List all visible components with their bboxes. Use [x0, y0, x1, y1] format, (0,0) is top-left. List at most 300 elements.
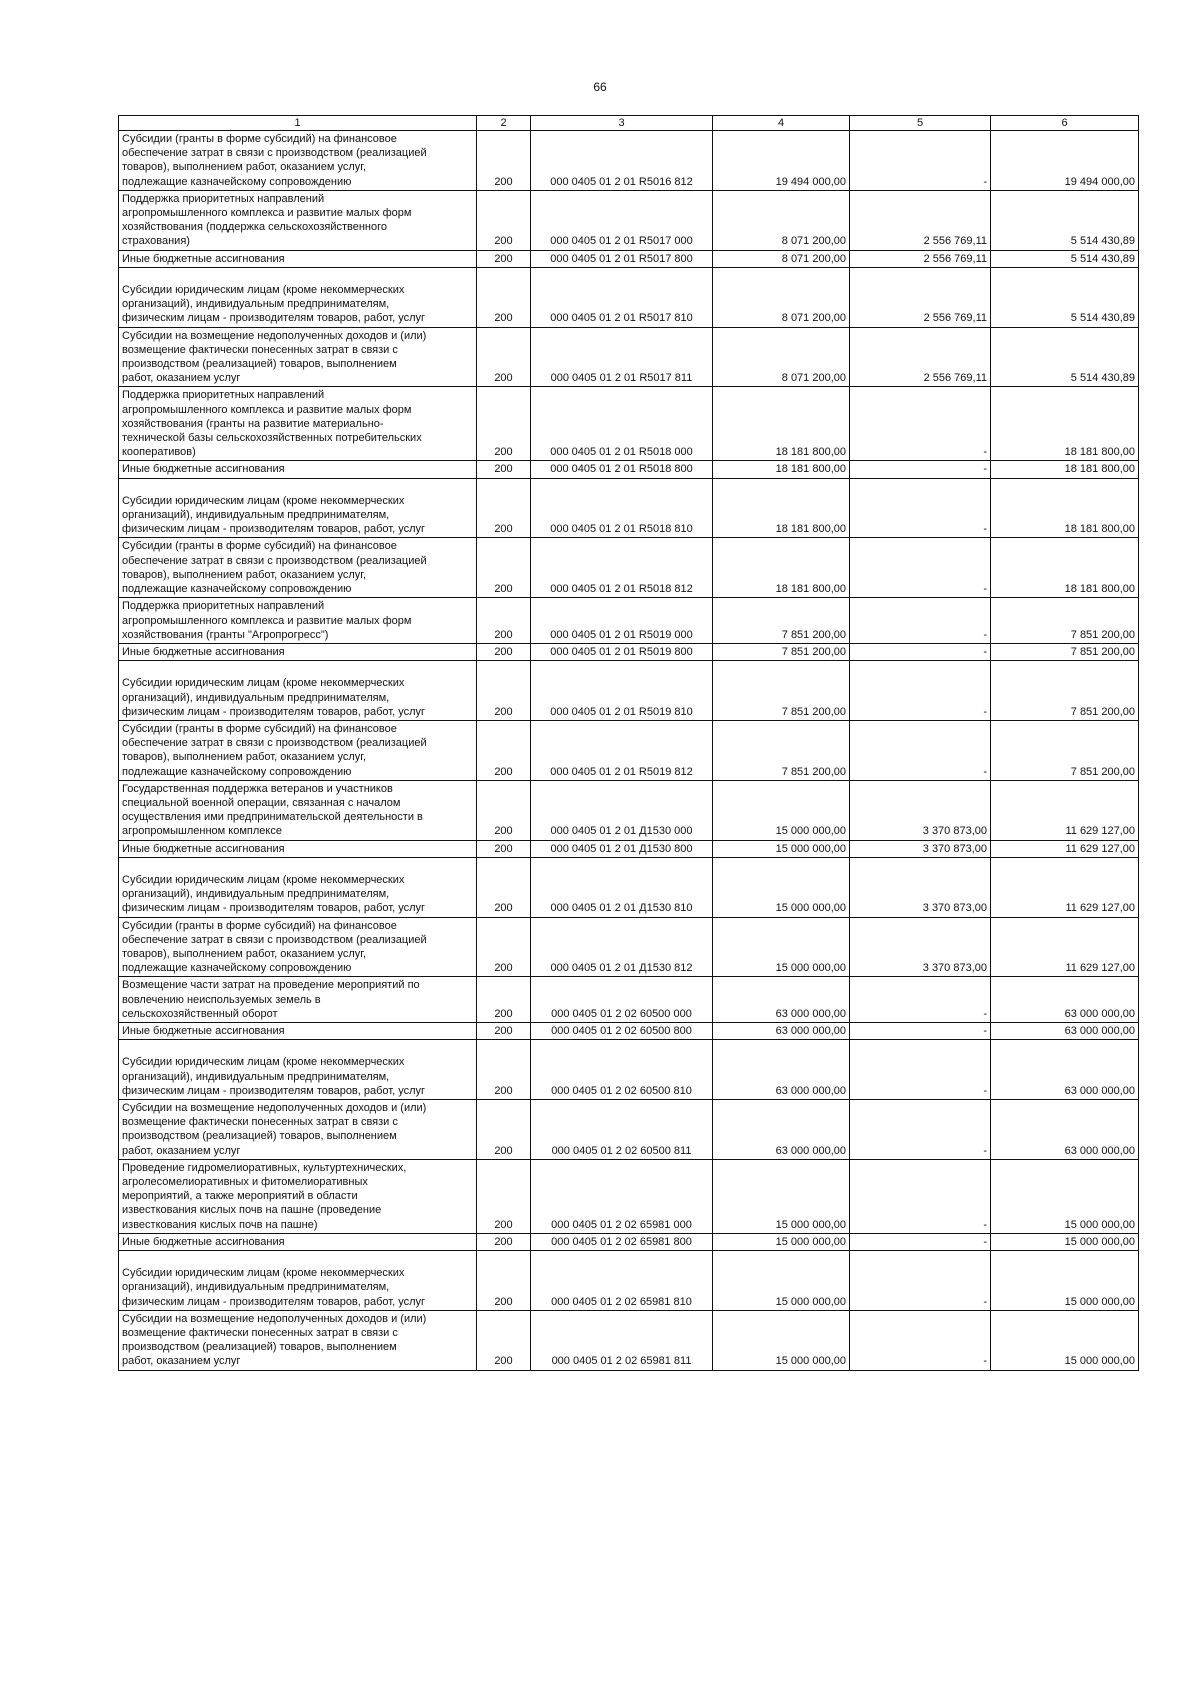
- table-row: [119, 643, 1139, 660]
- row-column-4-text: 15 000 000,00: [775, 825, 846, 838]
- header-row: [119, 116, 1139, 131]
- row-column-5-text: 3 370 873,00: [922, 902, 987, 915]
- row-column-4-text: 18 181 800,00: [775, 523, 846, 536]
- row-column-4-text: 7 851 200,00: [781, 705, 846, 718]
- row-description-text: Субсидии на возмещение недополученных доходов и (или) возмещение фактически понесенных затрат в связи с производством (реализацией) товаров, выполнением работ, оказанием услуг: [122, 329, 427, 385]
- row-column-5: [850, 131, 991, 191]
- row-column-6-text: 7 851 200,00: [1070, 645, 1135, 658]
- row-column-5: [850, 840, 991, 857]
- row-budget-code-text: 000 0405 01 2 01 Д1530 800: [550, 842, 693, 855]
- table-row: [119, 917, 1139, 977]
- row-column-5: [850, 917, 991, 977]
- row-column-4: [713, 977, 850, 1023]
- row-column-5: [850, 387, 991, 461]
- row-column-2: [477, 977, 531, 1023]
- row-column-6: [991, 1022, 1139, 1039]
- row-description-text: Поддержка приоритетных направлений агропромышленного комплекса и развитие малых форм хозяйствования (гранты "Агропрогресс"): [122, 600, 412, 641]
- table-row: [119, 840, 1139, 857]
- row-description-text: Субсидии юридическим лицам (кроме некоммерческих организаций), индивидуальным предпринимателям, физическим лицам - производителям товаров, работ, услуг: [122, 494, 426, 536]
- row-description-text: Поддержка приоритетных направлений агропромышленного комплекса и развитие малых форм хозяйствования (гранты на развитие материально- технической базы сельскохозяйственных потребительских кооперативов): [122, 389, 422, 459]
- row-budget-code-text: 000 0405 01 2 01 R5016 812: [550, 175, 693, 188]
- row-column-4-text: 15 000 000,00: [775, 1355, 846, 1368]
- row-column-6-text: 63 000 000,00: [1064, 1084, 1135, 1097]
- row-description-text: Субсидии на возмещение недополученных доходов и (или) возмещение фактически понесенных затрат в связи с производством (реализацией) товаров, выполнением работ, оказанием услуг: [122, 1312, 427, 1368]
- row-description: [119, 250, 477, 267]
- row-column-2: [477, 327, 531, 387]
- row-description-text: Субсидии (гранты в форме субсидий) на финансовое обеспечение затрат в связи с производством (реализацией товаров), выполнением работ, оказанием услуг, подлежащие казначейскому сопровождению: [122, 722, 427, 778]
- row-description: [119, 977, 477, 1023]
- row-column-2-text: 200: [494, 1218, 513, 1231]
- row-description-text: Иные бюджетные ассигнования: [122, 463, 285, 476]
- row-column-6: [991, 327, 1139, 387]
- row-column-2: [477, 461, 531, 478]
- row-column-2-text: 200: [494, 628, 513, 641]
- row-column-6-text: 63 000 000,00: [1064, 1144, 1135, 1157]
- row-column-2: [477, 1251, 531, 1311]
- row-column-2: [477, 780, 531, 840]
- row-budget-code-text: 000 0405 01 2 01 R5018 812: [550, 583, 693, 596]
- row-description-text: Субсидии (гранты в форме субсидий) на финансовое обеспечение затрат в связи с производством (реализацией товаров), выполнением работ, оказанием услуг, подлежащие казначейскому сопровождению: [122, 133, 427, 188]
- row-column-5: [850, 643, 991, 660]
- row-column-6: [991, 1159, 1139, 1233]
- row-budget-code-text: 000 0405 01 2 01 Д1530 812: [550, 962, 693, 975]
- row-description: [119, 131, 477, 191]
- row-budget-code: [531, 720, 713, 780]
- row-column-4: [713, 661, 850, 721]
- row-column-5: [850, 780, 991, 840]
- table-row: [119, 131, 1139, 191]
- row-column-5: [850, 250, 991, 267]
- row-description: [119, 840, 477, 857]
- row-column-6: [991, 917, 1139, 977]
- row-column-4: [713, 720, 850, 780]
- row-column-2: [477, 720, 531, 780]
- row-column-2-text: 200: [494, 902, 513, 915]
- table-row: [119, 780, 1139, 840]
- row-budget-code: [531, 1251, 713, 1311]
- table-row: [119, 598, 1139, 644]
- row-column-6: [991, 643, 1139, 660]
- page-number: 66: [593, 80, 607, 94]
- row-column-2-text: 200: [494, 523, 513, 536]
- row-budget-code-text: 000 0405 01 2 02 65981 000: [551, 1218, 692, 1231]
- row-column-6-text: 11 629 127,00: [1065, 842, 1135, 855]
- row-column-5: [850, 478, 991, 538]
- row-description: [119, 1251, 477, 1311]
- row-description: [119, 1100, 477, 1160]
- row-column-2-text: 200: [494, 645, 513, 658]
- row-column-2: [477, 643, 531, 660]
- row-column-4: [713, 131, 850, 191]
- row-column-5-text: -: [983, 1144, 987, 1157]
- row-column-6: [991, 977, 1139, 1023]
- row-description-text: Субсидии на возмещение недополученных доходов и (или) возмещение фактически понесенных затрат в связи с производством (реализацией) товаров, выполнением работ, оказанием услуг: [122, 1102, 427, 1157]
- row-column-5: [850, 1159, 991, 1233]
- row-column-4: [713, 387, 850, 461]
- row-column-2-text: 200: [494, 312, 513, 325]
- row-budget-code: [531, 661, 713, 721]
- row-column-2: [477, 131, 531, 191]
- row-column-5-text: -: [983, 1007, 987, 1020]
- row-column-5: [850, 1251, 991, 1311]
- row-column-6-text: 18 181 800,00: [1064, 583, 1135, 596]
- row-column-6: [991, 1100, 1139, 1160]
- row-column-4-text: 63 000 000,00: [775, 1144, 846, 1157]
- row-column-5-text: -: [983, 463, 987, 476]
- row-column-5: [850, 720, 991, 780]
- row-description-text: Иные бюджетные ассигнования: [122, 252, 285, 265]
- row-column-6-text: 7 851 200,00: [1070, 628, 1135, 641]
- row-column-4-text: 19 494 000,00: [775, 175, 846, 188]
- row-budget-code: [531, 461, 713, 478]
- column-header: 4: [713, 116, 850, 131]
- row-budget-code-text: 000 0405 01 2 02 60500 811: [551, 1144, 692, 1157]
- row-budget-code: [531, 1022, 713, 1039]
- row-description: [119, 478, 477, 538]
- row-column-4: [713, 598, 850, 644]
- row-column-6: [991, 387, 1139, 461]
- row-column-4: [713, 461, 850, 478]
- row-description: [119, 1233, 477, 1250]
- row-column-5-text: 2 556 769,11: [923, 252, 987, 265]
- column-header: 3: [531, 116, 713, 131]
- row-description: [119, 387, 477, 461]
- row-description: [119, 643, 477, 660]
- row-column-5: [850, 1040, 991, 1100]
- row-column-5-text: -: [983, 1218, 987, 1231]
- row-column-5-text: -: [983, 705, 987, 718]
- row-column-5: [850, 1022, 991, 1039]
- column-header: 5: [850, 116, 991, 131]
- row-budget-code-text: 000 0405 01 2 02 60500 800: [551, 1024, 692, 1037]
- row-column-2-text: 200: [494, 372, 513, 385]
- row-budget-code-text: 000 0405 01 2 01 R5019 812: [550, 765, 693, 778]
- row-budget-code-text: 000 0405 01 2 02 65981 800: [551, 1235, 692, 1248]
- row-column-2: [477, 267, 531, 327]
- row-budget-code-text: 000 0405 01 2 01 Д1530 810: [550, 902, 693, 915]
- row-column-2: [477, 250, 531, 267]
- row-column-5-text: -: [983, 583, 987, 596]
- row-column-4: [713, 1233, 850, 1250]
- row-column-5-text: -: [983, 1295, 987, 1308]
- row-column-2-text: 200: [494, 463, 513, 476]
- row-column-6-text: 18 181 800,00: [1064, 523, 1135, 536]
- budget-table: [118, 115, 1139, 1371]
- row-column-5: [850, 977, 991, 1023]
- row-column-2-text: 200: [494, 1024, 513, 1037]
- row-column-2-text: 200: [494, 252, 513, 265]
- row-budget-code: [531, 478, 713, 538]
- row-budget-code: [531, 1040, 713, 1100]
- row-column-2: [477, 1159, 531, 1233]
- row-column-6: [991, 538, 1139, 598]
- row-budget-code-text: 000 0405 01 2 01 R5017 800: [550, 252, 693, 265]
- table-row: [119, 1310, 1139, 1370]
- row-column-5: [850, 538, 991, 598]
- row-description: [119, 720, 477, 780]
- row-column-5-text: -: [983, 446, 987, 459]
- row-column-4: [713, 478, 850, 538]
- row-column-5-text: -: [983, 1084, 987, 1097]
- row-description-text: Субсидии юридическим лицам (кроме некоммерческих организаций), индивидуальным предпринимателям, физическим лицам - производителям товаров, работ, услуг: [122, 284, 426, 325]
- table-row: [119, 538, 1139, 598]
- table-row: [119, 478, 1139, 538]
- row-budget-code-text: 000 0405 01 2 01 R5018 000: [550, 446, 693, 459]
- row-budget-code-text: 000 0405 01 2 02 65981 811: [551, 1355, 692, 1368]
- table-row: [119, 1040, 1139, 1100]
- row-column-2: [477, 661, 531, 721]
- row-description: [119, 598, 477, 644]
- row-column-2-text: 200: [494, 825, 513, 838]
- row-description-text: Субсидии юридическим лицам (кроме некоммерческих организаций), индивидуальным предпринимателям, физическим лицам - производителям товаров, работ, услуг: [122, 873, 426, 915]
- row-column-2-text: 200: [494, 1144, 513, 1157]
- row-column-6: [991, 1233, 1139, 1250]
- table-row: [119, 250, 1139, 267]
- row-description-text: Иные бюджетные ассигнования: [122, 1024, 285, 1037]
- row-column-2-text: 200: [494, 175, 513, 188]
- row-column-5-text: 2 556 769,11: [923, 372, 987, 385]
- table-row: [119, 1022, 1139, 1039]
- row-description-text: Иные бюджетные ассигнования: [122, 1235, 285, 1248]
- table-row: [119, 1233, 1139, 1250]
- row-budget-code: [531, 977, 713, 1023]
- row-column-6-text: 63 000 000,00: [1064, 1007, 1135, 1020]
- row-column-5: [850, 267, 991, 327]
- row-column-6-text: 15 000 000,00: [1064, 1218, 1135, 1231]
- row-budget-code-text: 000 0405 01 2 01 R5019 000: [550, 628, 693, 641]
- row-budget-code-text: 000 0405 01 2 02 65981 810: [551, 1295, 692, 1308]
- table-row: [119, 661, 1139, 721]
- table-row: [119, 857, 1139, 917]
- table-row: [119, 977, 1139, 1023]
- row-column-5-text: -: [983, 765, 987, 778]
- row-column-4: [713, 857, 850, 917]
- row-column-5: [850, 1100, 991, 1160]
- row-column-4-text: 8 071 200,00: [781, 252, 846, 265]
- row-description-text: Иные бюджетные ассигнования: [122, 842, 285, 855]
- table-row: [119, 1159, 1139, 1233]
- row-column-5: [850, 857, 991, 917]
- row-description-text: Поддержка приоритетных направлений агропромышленного комплекса и развитие малых форм хозяйствования (поддержка сельскохозяйственного страхования): [122, 192, 412, 248]
- row-column-4: [713, 267, 850, 327]
- row-column-2-text: 200: [494, 446, 513, 459]
- row-column-6: [991, 461, 1139, 478]
- row-budget-code: [531, 190, 713, 250]
- row-budget-code-text: 000 0405 01 2 01 R5018 800: [550, 463, 693, 476]
- table-row: [119, 267, 1139, 327]
- row-budget-code: [531, 131, 713, 191]
- row-description-text: Проведение гидромелиоративных, культуртехнических, агролесомелиоративных и фитомелиоративных мероприятий, а также мероприятий в области известкования кислых почв на пашне (проведение известкования кислых почв на пашне): [122, 1161, 407, 1231]
- row-column-6-text: 11 629 127,00: [1065, 962, 1135, 975]
- row-column-2: [477, 598, 531, 644]
- row-budget-code-text: 000 0405 01 2 01 R5019 810: [550, 705, 693, 718]
- row-column-5-text: -: [983, 628, 987, 641]
- row-column-5: [850, 661, 991, 721]
- row-column-5: [850, 327, 991, 387]
- row-column-2: [477, 1100, 531, 1160]
- row-column-5-text: 3 370 873,00: [922, 825, 987, 838]
- row-budget-code: [531, 780, 713, 840]
- table-body: [119, 131, 1139, 1371]
- row-description: [119, 327, 477, 387]
- row-column-2-text: 200: [494, 235, 513, 248]
- row-column-4: [713, 327, 850, 387]
- table-row: [119, 1100, 1139, 1160]
- row-column-4-text: 15 000 000,00: [775, 1235, 846, 1248]
- row-column-6: [991, 720, 1139, 780]
- row-column-6: [991, 267, 1139, 327]
- row-column-6-text: 18 181 800,00: [1064, 463, 1135, 476]
- column-header: 6: [991, 116, 1139, 131]
- row-budget-code: [531, 1159, 713, 1233]
- table-row: [119, 327, 1139, 387]
- row-description: [119, 857, 477, 917]
- row-column-6-text: 5 514 430,89: [1070, 235, 1135, 248]
- row-column-4: [713, 780, 850, 840]
- row-budget-code: [531, 1233, 713, 1250]
- row-budget-code: [531, 387, 713, 461]
- row-column-6: [991, 661, 1139, 721]
- row-budget-code: [531, 598, 713, 644]
- row-description-text: Субсидии юридическим лицам (кроме некоммерческих организаций), индивидуальным предпринимателям, физическим лицам - производителям товаров, работ, услуг: [122, 1056, 426, 1097]
- row-column-5-text: 2 556 769,11: [923, 235, 987, 248]
- row-description-text: Субсидии (гранты в форме субсидий) на финансовое обеспечение затрат в связи с производством (реализацией товаров), выполнением работ, оказанием услуг, подлежащие казначейскому сопровождению: [122, 540, 427, 596]
- row-budget-code: [531, 1100, 713, 1160]
- row-column-2-text: 200: [494, 962, 513, 975]
- row-budget-code-text: 000 0405 01 2 01 R5019 800: [550, 645, 693, 658]
- row-column-2: [477, 857, 531, 917]
- row-column-6-text: 11 629 127,00: [1065, 825, 1135, 838]
- row-description: [119, 917, 477, 977]
- row-column-5-text: -: [983, 645, 987, 658]
- table-row: [119, 1251, 1139, 1311]
- row-column-6: [991, 780, 1139, 840]
- row-column-4: [713, 250, 850, 267]
- row-column-6-text: 63 000 000,00: [1064, 1024, 1135, 1037]
- row-column-4-text: 63 000 000,00: [775, 1084, 846, 1097]
- row-column-6: [991, 1251, 1139, 1311]
- row-column-4: [713, 1159, 850, 1233]
- table-row: [119, 190, 1139, 250]
- row-column-4-text: 18 181 800,00: [775, 463, 846, 476]
- row-column-4-text: 15 000 000,00: [775, 1295, 846, 1308]
- row-column-6-text: 11 629 127,00: [1065, 902, 1135, 915]
- row-budget-code-text: 000 0405 01 2 01 R5017 810: [550, 312, 693, 325]
- row-column-2-text: 200: [494, 583, 513, 596]
- row-column-2-text: 200: [494, 1007, 513, 1020]
- row-budget-code-text: 000 0405 01 2 01 R5017 000: [550, 235, 693, 248]
- row-column-2: [477, 917, 531, 977]
- row-column-2: [477, 538, 531, 598]
- row-column-6-text: 19 494 000,00: [1064, 175, 1135, 188]
- row-column-5-text: -: [983, 1235, 987, 1248]
- row-column-4-text: 7 851 200,00: [781, 645, 846, 658]
- row-column-2: [477, 1310, 531, 1370]
- row-description: [119, 1022, 477, 1039]
- row-budget-code: [531, 538, 713, 598]
- row-description: [119, 461, 477, 478]
- row-column-4-text: 8 071 200,00: [781, 235, 846, 248]
- row-description-text: Возмещение части затрат на проведение мероприятий по вовлечению неиспользуемых земель в сельскохозяйственный оборот: [122, 979, 420, 1020]
- row-column-5-text: 3 370 873,00: [922, 962, 987, 975]
- row-description: [119, 267, 477, 327]
- row-budget-code: [531, 840, 713, 857]
- table-row: [119, 720, 1139, 780]
- row-budget-code-text: 000 0405 01 2 01 Д1530 000: [550, 825, 693, 838]
- row-column-5-text: -: [983, 1355, 987, 1368]
- row-column-4-text: 7 851 200,00: [781, 628, 846, 641]
- row-budget-code-text: 000 0405 01 2 01 R5018 810: [550, 523, 693, 536]
- row-column-6: [991, 598, 1139, 644]
- row-description: [119, 538, 477, 598]
- row-column-2-text: 200: [494, 1084, 513, 1097]
- row-column-2-text: 200: [494, 765, 513, 778]
- row-column-4: [713, 917, 850, 977]
- row-column-2-text: 200: [494, 705, 513, 718]
- row-column-4-text: 8 071 200,00: [781, 312, 846, 325]
- row-description: [119, 661, 477, 721]
- row-column-4-text: 18 181 800,00: [775, 583, 846, 596]
- row-column-4-text: 63 000 000,00: [775, 1024, 846, 1037]
- table-row: [119, 461, 1139, 478]
- row-column-2: [477, 190, 531, 250]
- row-column-6-text: 5 514 430,89: [1070, 252, 1135, 265]
- row-column-4-text: 15 000 000,00: [775, 1218, 846, 1231]
- row-column-2: [477, 1233, 531, 1250]
- row-column-6-text: 5 514 430,89: [1070, 372, 1135, 385]
- row-budget-code-text: 000 0405 01 2 02 60500 810: [551, 1084, 692, 1097]
- row-column-5: [850, 1233, 991, 1250]
- row-column-6: [991, 1310, 1139, 1370]
- row-budget-code: [531, 1310, 713, 1370]
- row-column-6: [991, 478, 1139, 538]
- row-column-4: [713, 840, 850, 857]
- row-budget-code-text: 000 0405 01 2 01 R5017 811: [550, 372, 693, 385]
- row-description: [119, 1040, 477, 1100]
- row-column-6: [991, 190, 1139, 250]
- row-column-2-text: 200: [494, 1355, 513, 1368]
- row-column-4: [713, 190, 850, 250]
- row-column-5-text: -: [983, 523, 987, 536]
- row-column-6-text: 15 000 000,00: [1064, 1295, 1135, 1308]
- row-description: [119, 780, 477, 840]
- row-column-2: [477, 840, 531, 857]
- row-column-4: [713, 538, 850, 598]
- row-column-4: [713, 1040, 850, 1100]
- row-description-text: Субсидии юридическим лицам (кроме некоммерческих организаций), индивидуальным предпринимателям, физическим лицам - производителям товаров, работ, услуг: [122, 1267, 426, 1308]
- row-budget-code: [531, 250, 713, 267]
- row-budget-code: [531, 643, 713, 660]
- row-column-6-text: 15 000 000,00: [1064, 1355, 1135, 1368]
- column-header: 2: [477, 116, 531, 131]
- row-column-2-text: 200: [494, 1235, 513, 1248]
- row-description-text: Субсидии юридическим лицам (кроме некоммерческих организаций), индивидуальным предпринимателям, физическим лицам - производителям товаров, работ, услуг: [122, 677, 426, 718]
- row-column-2: [477, 1040, 531, 1100]
- table-row: [119, 387, 1139, 461]
- row-column-6-text: 18 181 800,00: [1064, 446, 1135, 459]
- row-column-4-text: 63 000 000,00: [775, 1007, 846, 1020]
- row-column-2: [477, 478, 531, 538]
- row-description-text: Государственная поддержка ветеранов и участников специальной военной операции, связанная с началом осуществления ими предпринимательской деятельности в агропромышленном комплексе: [122, 782, 423, 838]
- row-column-5: [850, 1310, 991, 1370]
- row-column-5: [850, 598, 991, 644]
- row-column-6: [991, 131, 1139, 191]
- row-column-4-text: 15 000 000,00: [775, 962, 846, 975]
- row-budget-code-text: 000 0405 01 2 02 60500 000: [551, 1007, 692, 1020]
- row-column-5: [850, 190, 991, 250]
- row-column-2-text: 200: [494, 1295, 513, 1308]
- row-description: [119, 1310, 477, 1370]
